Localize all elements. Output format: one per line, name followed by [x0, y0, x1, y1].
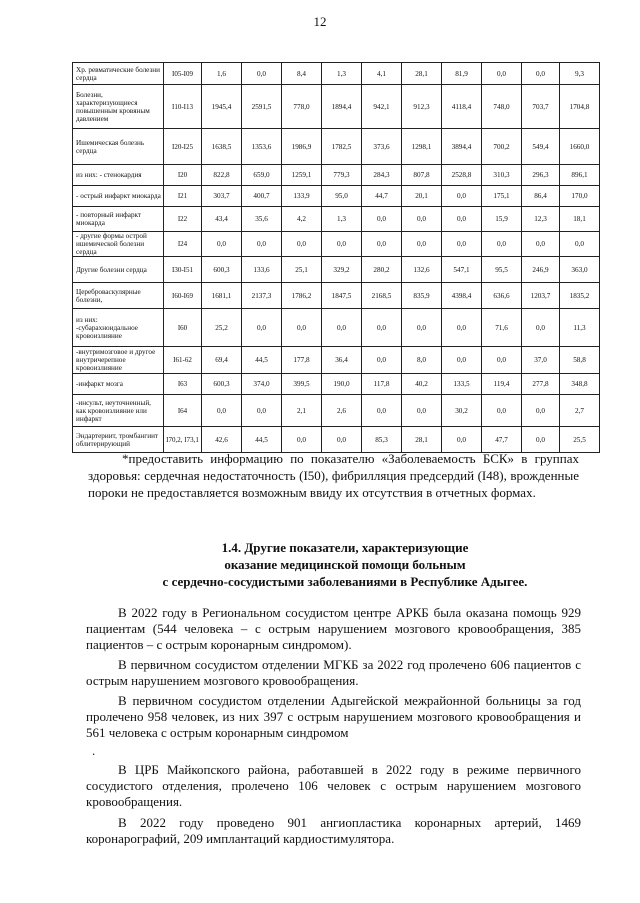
value-cell: 284,3 — [362, 165, 402, 186]
table-row — [73, 186, 600, 207]
table-row — [73, 207, 600, 232]
value-cell: 0,0 — [522, 427, 560, 453]
value-cell: 1847,5 — [322, 283, 362, 309]
icd-code-cell: I20 — [164, 165, 202, 186]
value-cell: 44,7 — [362, 186, 402, 207]
table-row — [73, 63, 600, 85]
value-cell: 399,5 — [282, 374, 322, 395]
value-cell: 95,5 — [482, 257, 522, 283]
value-cell: 0,0 — [282, 427, 322, 453]
footnote — [88, 450, 579, 501]
value-cell: 659,0 — [242, 165, 282, 186]
value-cell: 0,0 — [322, 232, 362, 257]
icd-code-cell: I60-I69 — [164, 283, 202, 309]
paragraph-text: В первичном сосудистом отделении МГКБ за 2022 год пролечено 606 пациентов с острым нарушением мозгового кровообращения. — [86, 657, 581, 688]
table-row — [73, 129, 600, 165]
paragraph-text: В 2022 году в Региональном сосудистом центре АРКБ была оказана помощь 929 пациентам (544 человека – с острым нарушением мозгового кровообращения, 385 пациентов – с острым коронарным синдромом). — [86, 605, 581, 652]
value-cell: 95,0 — [322, 186, 362, 207]
value-cell: 296,3 — [522, 165, 560, 186]
value-cell: 11,3 — [560, 309, 600, 347]
value-cell: 40,2 — [402, 374, 442, 395]
value-cell: 0,0 — [402, 309, 442, 347]
value-cell: 778,0 — [282, 85, 322, 129]
value-cell: 3894,4 — [442, 129, 482, 165]
disease-name-cell: Ишемическая болезнь сердца — [73, 129, 164, 165]
value-cell: 700,2 — [482, 129, 522, 165]
value-cell: 942,1 — [362, 85, 402, 129]
value-cell: 0,0 — [442, 186, 482, 207]
disease-name-cell: Цереброваскулярные болезни, — [73, 283, 164, 309]
icd-code-cell: I24 — [164, 232, 202, 257]
disease-name-cell: Хр. ревматические болезни сердца — [73, 63, 164, 85]
value-cell: 86,4 — [522, 186, 560, 207]
value-cell: 4398,4 — [442, 283, 482, 309]
value-cell: 0,0 — [282, 309, 322, 347]
value-cell: 1353,6 — [242, 129, 282, 165]
value-cell: 1638,5 — [202, 129, 242, 165]
value-cell: 133,6 — [242, 257, 282, 283]
disease-name-cell: -инсульт, неуточненный, как кровоизлияние или инфаркт — [73, 395, 164, 427]
value-cell: 1,3 — [322, 207, 362, 232]
value-cell: 44,5 — [242, 347, 282, 374]
value-cell: 28,1 — [402, 63, 442, 85]
value-cell: 246,9 — [522, 257, 560, 283]
disease-name-cell: -внутримозговое и другое внутричерепное кровоизлияние — [73, 347, 164, 374]
value-cell: 1660,0 — [560, 129, 600, 165]
value-cell: 1945,4 — [202, 85, 242, 129]
icd-code-cell: I20-I25 — [164, 129, 202, 165]
value-cell: 58,8 — [560, 347, 600, 374]
value-cell: 85,3 — [362, 427, 402, 453]
table-row — [73, 374, 600, 395]
value-cell: 81,9 — [442, 63, 482, 85]
value-cell: 636,6 — [482, 283, 522, 309]
value-cell: 15,9 — [482, 207, 522, 232]
value-cell: 0,0 — [322, 427, 362, 453]
value-cell: 0,0 — [202, 232, 242, 257]
value-cell: 175,1 — [482, 186, 522, 207]
value-cell: 1,6 — [202, 63, 242, 85]
paragraph-2 — [86, 657, 581, 689]
value-cell: 807,8 — [402, 165, 442, 186]
value-cell: 0,0 — [362, 232, 402, 257]
value-cell: 12,3 — [522, 207, 560, 232]
table-row — [73, 427, 600, 453]
value-cell: 0,0 — [362, 309, 402, 347]
value-cell: 9,3 — [560, 63, 600, 85]
value-cell: 0,0 — [362, 347, 402, 374]
value-cell: 0,0 — [242, 232, 282, 257]
value-cell: 133,9 — [282, 186, 322, 207]
value-cell: 0,0 — [442, 207, 482, 232]
value-cell: 1986,9 — [282, 129, 322, 165]
value-cell: 18,1 — [560, 207, 600, 232]
value-cell: 1298,1 — [402, 129, 442, 165]
value-cell: 4,2 — [282, 207, 322, 232]
value-cell: 119,4 — [482, 374, 522, 395]
value-cell: 0,0 — [482, 63, 522, 85]
paragraph-5 — [86, 815, 581, 847]
value-cell: 0,0 — [362, 207, 402, 232]
value-cell: 0,0 — [560, 232, 600, 257]
paragraph-3 — [86, 693, 581, 741]
value-cell: 549,4 — [522, 129, 560, 165]
value-cell: 44,5 — [242, 427, 282, 453]
value-cell: 47,7 — [482, 427, 522, 453]
value-cell: 0,0 — [202, 395, 242, 427]
stray-mark: . — [92, 743, 96, 758]
disease-name-cell: из них: - стенокардия — [73, 165, 164, 186]
incidence-table — [72, 62, 600, 453]
value-cell: 1835,2 — [560, 283, 600, 309]
value-cell: 400,7 — [242, 186, 282, 207]
value-cell: 42,6 — [202, 427, 242, 453]
disease-name-cell: из них: -субарахноидальное кровоизлияние — [73, 309, 164, 347]
value-cell: 0,0 — [442, 347, 482, 374]
value-cell: 0,0 — [482, 395, 522, 427]
value-cell: 0,0 — [522, 309, 560, 347]
value-cell: 1,3 — [322, 63, 362, 85]
value-cell: 547,1 — [442, 257, 482, 283]
value-cell: 8,0 — [402, 347, 442, 374]
value-cell: 30,2 — [442, 395, 482, 427]
value-cell: 600,3 — [202, 257, 242, 283]
icd-code-cell: I60 — [164, 309, 202, 347]
table-row — [73, 232, 600, 257]
value-cell: 1203,7 — [522, 283, 560, 309]
value-cell: 0,0 — [482, 232, 522, 257]
value-cell: 1259,1 — [282, 165, 322, 186]
value-cell: 0,0 — [402, 395, 442, 427]
footnote-text: *предоставить информацию по показателю «Заболеваемость БСК» в группах здоровья: сердечная недостаточность (I50), фибрилляция предсердий (I48), врожденные пороки не предоставляется возможным ввиду их отсутствия в отчетных формах. — [88, 451, 579, 500]
value-cell: 1704,8 — [560, 85, 600, 129]
icd-code-cell: I10-I13 — [164, 85, 202, 129]
value-cell: 303,7 — [202, 186, 242, 207]
value-cell: 2,7 — [560, 395, 600, 427]
value-cell: 600,3 — [202, 374, 242, 395]
value-cell: 896,1 — [560, 165, 600, 186]
value-cell: 25,5 — [560, 427, 600, 453]
value-cell: 1782,5 — [322, 129, 362, 165]
value-cell: 1894,4 — [322, 85, 362, 129]
icd-code-cell: I64 — [164, 395, 202, 427]
disease-name-cell: - повторный инфаркт миокарда — [73, 207, 164, 232]
value-cell: 310,3 — [482, 165, 522, 186]
disease-name-cell: - другие формы острой ишемической болезни сердца — [73, 232, 164, 257]
value-cell: 912,3 — [402, 85, 442, 129]
icd-code-cell: I70,2, I73,1 — [164, 427, 202, 453]
section-heading — [100, 539, 590, 590]
value-cell: 373,6 — [362, 129, 402, 165]
value-cell: 37,0 — [522, 347, 560, 374]
value-cell: 0,0 — [442, 309, 482, 347]
value-cell: 822,8 — [202, 165, 242, 186]
value-cell: 2137,3 — [242, 283, 282, 309]
value-cell: 133,5 — [442, 374, 482, 395]
value-cell: 0,0 — [482, 347, 522, 374]
value-cell: 20,1 — [402, 186, 442, 207]
icd-code-cell: I61-62 — [164, 347, 202, 374]
value-cell: 190,0 — [322, 374, 362, 395]
value-cell: 363,0 — [560, 257, 600, 283]
value-cell: 0,0 — [322, 309, 362, 347]
value-cell: 1786,2 — [282, 283, 322, 309]
table-row — [73, 165, 600, 186]
value-cell: 280,2 — [362, 257, 402, 283]
value-cell: 0,0 — [402, 232, 442, 257]
value-cell: 177,8 — [282, 347, 322, 374]
heading-line-3: с сердечно-сосудистыми заболеваниями в Республике Адыгее. — [162, 574, 528, 589]
value-cell: 779,3 — [322, 165, 362, 186]
icd-code-cell: I63 — [164, 374, 202, 395]
table-row — [73, 257, 600, 283]
heading-line-1: 1.4. Другие показатели, характеризующие — [221, 540, 469, 555]
value-cell: 170,0 — [560, 186, 600, 207]
value-cell: 0,0 — [242, 309, 282, 347]
value-cell: 0,0 — [522, 63, 560, 85]
value-cell: 835,9 — [402, 283, 442, 309]
value-cell: 2,6 — [322, 395, 362, 427]
page-number: 12 — [313, 14, 327, 29]
value-cell: 0,0 — [282, 232, 322, 257]
paragraph-1 — [86, 605, 581, 653]
value-cell: 0,0 — [522, 232, 560, 257]
value-cell: 132,6 — [402, 257, 442, 283]
paragraph-text: В первичном сосудистом отделении Адыгейской межрайонной больницы за год пролечено 958 человек, из них 397 с острым нарушением мозгового кровообращения и 561 человека с острым коронарным синдромом — [86, 693, 581, 740]
value-cell: 2,1 — [282, 395, 322, 427]
table-row — [73, 309, 600, 347]
value-cell: 69,4 — [202, 347, 242, 374]
value-cell: 25,1 — [282, 257, 322, 283]
value-cell: 36,4 — [322, 347, 362, 374]
value-cell: 0,0 — [442, 427, 482, 453]
value-cell: 117,8 — [362, 374, 402, 395]
value-cell: 28,1 — [402, 427, 442, 453]
value-cell: 2168,5 — [362, 283, 402, 309]
table-row — [73, 395, 600, 427]
value-cell: 8,4 — [282, 63, 322, 85]
value-cell: 374,0 — [242, 374, 282, 395]
value-cell: 348,8 — [560, 374, 600, 395]
icd-code-cell: I05-I09 — [164, 63, 202, 85]
disease-name-cell: Другие болезни сердца — [73, 257, 164, 283]
value-cell: 4,1 — [362, 63, 402, 85]
paragraph-text: В 2022 году проведено 901 ангиопластика коронарных артерий, 1469 коронарографий, 209 имплантаций кардиостимулятора. — [86, 815, 581, 846]
value-cell: 1681,1 — [202, 283, 242, 309]
table-row — [73, 347, 600, 374]
value-cell: 329,2 — [322, 257, 362, 283]
value-cell: 0,0 — [242, 63, 282, 85]
value-cell: 703,7 — [522, 85, 560, 129]
value-cell: 2591,5 — [242, 85, 282, 129]
value-cell: 71,6 — [482, 309, 522, 347]
value-cell: 0,0 — [522, 395, 560, 427]
icd-code-cell: I30-I51 — [164, 257, 202, 283]
value-cell: 35,6 — [242, 207, 282, 232]
icd-code-cell: I21 — [164, 186, 202, 207]
paragraph-4 — [86, 762, 581, 810]
value-cell: 0,0 — [442, 232, 482, 257]
disease-name-cell: - острый инфаркт миокарда — [73, 186, 164, 207]
value-cell: 2528,8 — [442, 165, 482, 186]
value-cell: 277,8 — [522, 374, 560, 395]
value-cell: 25,2 — [202, 309, 242, 347]
value-cell: 0,0 — [402, 207, 442, 232]
value-cell: 748,0 — [482, 85, 522, 129]
paragraph-text: В ЦРБ Майкопского района, работавшей в 2022 году в режиме первичного сосудистого отделения, пролечено 106 человек с острым нарушением мозгового кровообращения. — [86, 762, 581, 809]
table-row — [73, 85, 600, 129]
value-cell: 4118,4 — [442, 85, 482, 129]
disease-name-cell: Эндартериит, тромбангиит облитерирующий — [73, 427, 164, 453]
table-row — [73, 283, 600, 309]
disease-name-cell: Болезни, характеризующиеся повышенным кровяным давлением — [73, 85, 164, 129]
heading-line-2: оказание медицинской помощи больным — [224, 557, 466, 572]
value-cell: 0,0 — [242, 395, 282, 427]
value-cell: 0,0 — [362, 395, 402, 427]
icd-code-cell: I22 — [164, 207, 202, 232]
value-cell: 43,4 — [202, 207, 242, 232]
disease-name-cell: -инфаркт мозга — [73, 374, 164, 395]
